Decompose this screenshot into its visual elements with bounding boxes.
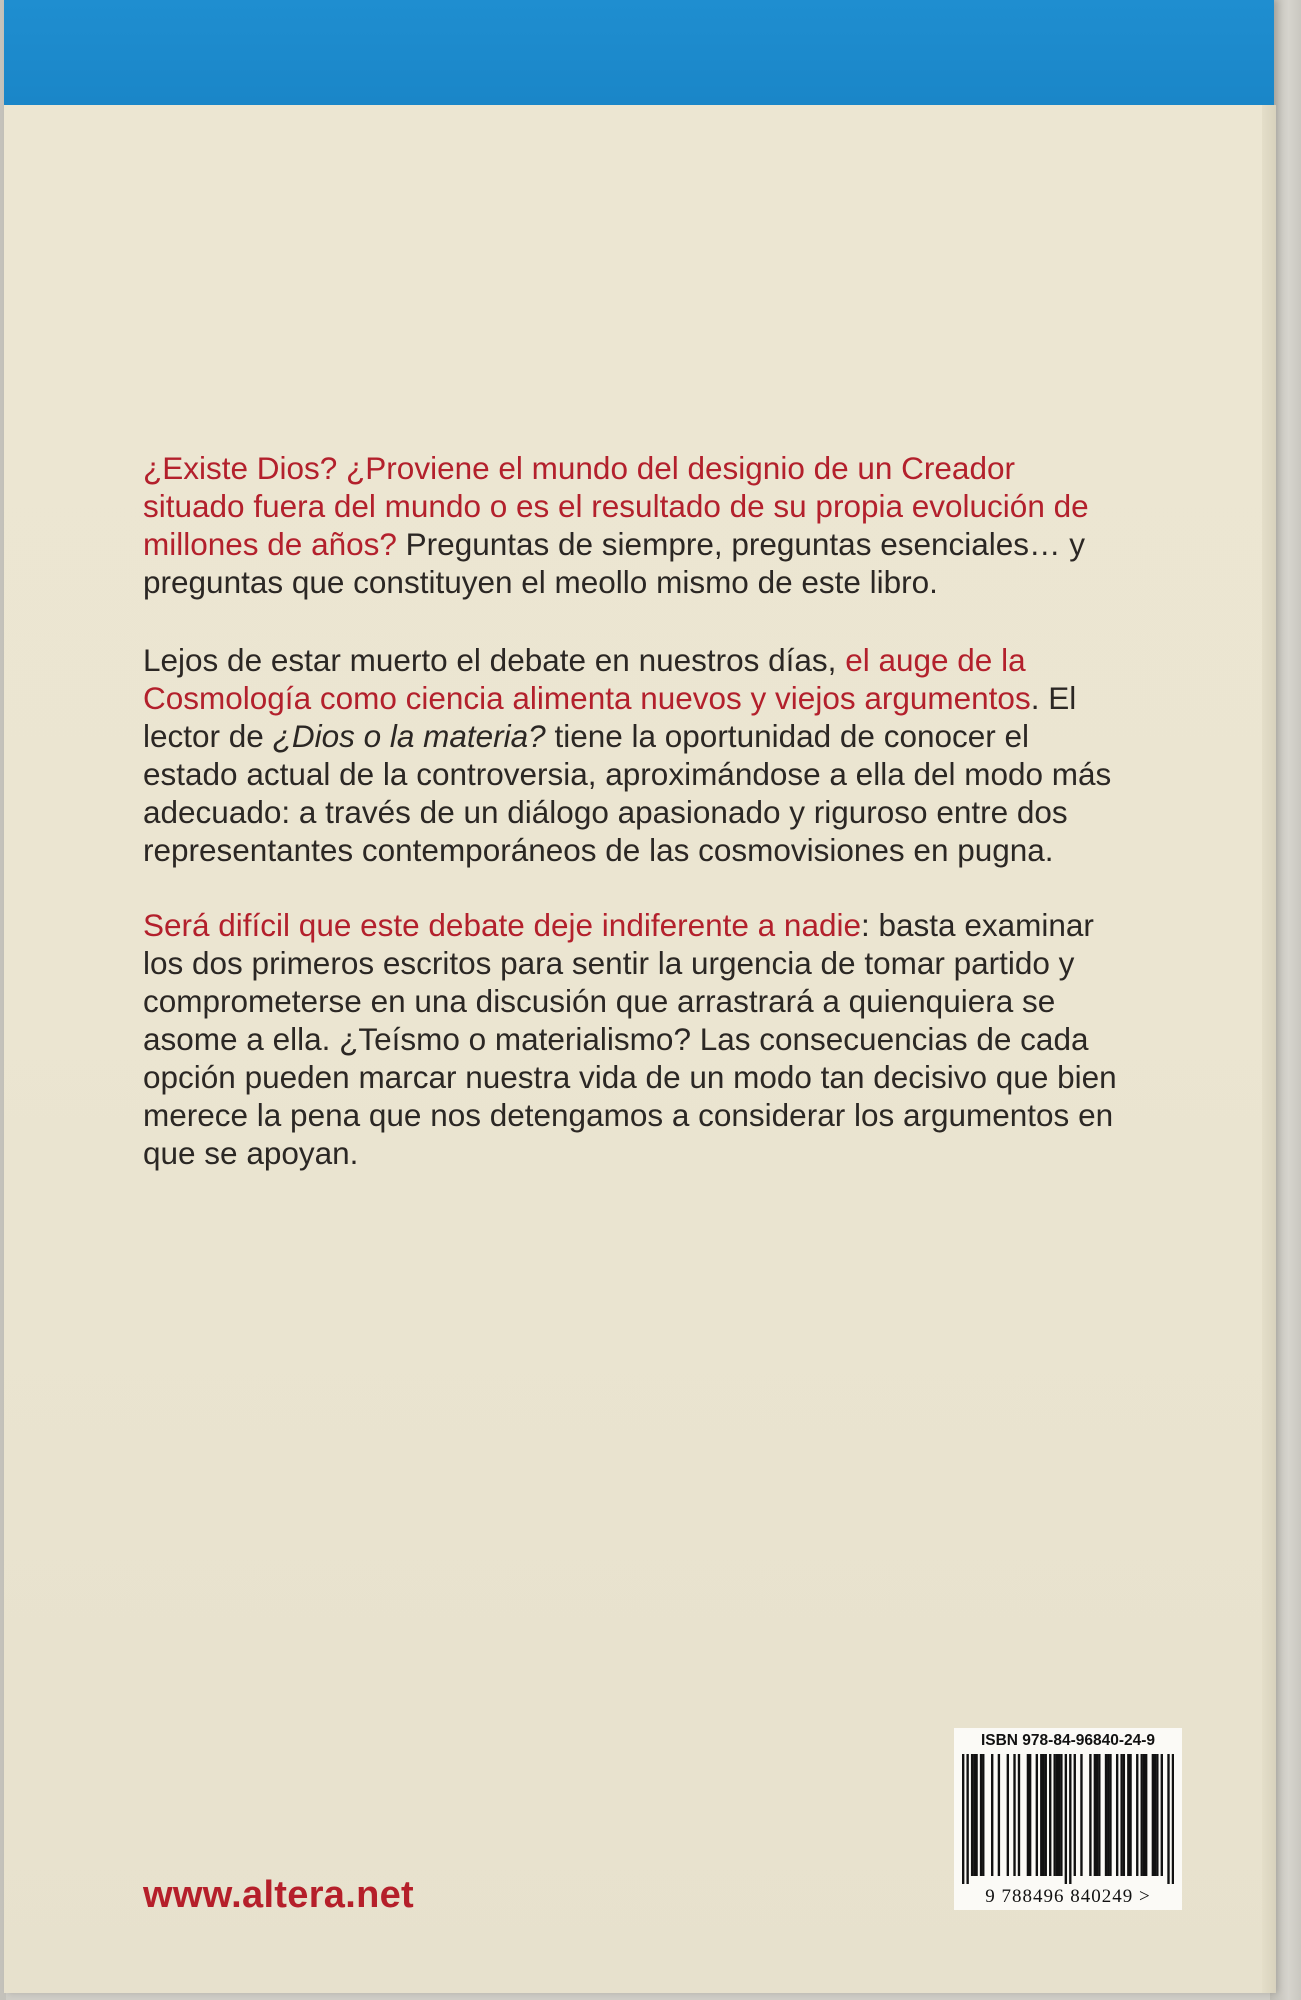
blurb-line	[143, 641, 1203, 679]
barcode-bar	[1167, 1754, 1169, 1884]
blurb-line	[143, 717, 1203, 755]
barcode-bar	[991, 1754, 993, 1876]
blurb-line	[143, 449, 1203, 487]
body-text: Preguntas de siempre, preguntas esenciales… y	[396, 526, 1086, 562]
back-cover-blurb	[143, 449, 1203, 1172]
book-back-cover	[4, 0, 1274, 1993]
blurb-line	[143, 487, 1203, 525]
barcode-bar	[982, 1754, 984, 1876]
barcode-bar	[1042, 1754, 1044, 1876]
barcode-bar	[1045, 1754, 1047, 1876]
barcode-bar	[973, 1754, 975, 1876]
barcode-bar	[1053, 1754, 1055, 1876]
barcode-bar	[1049, 1754, 1051, 1876]
barcode-bar	[1074, 1754, 1076, 1876]
barcode-bar	[980, 1754, 982, 1876]
body-text: asome a ella. ¿Teísmo o materialismo? Las consecuencias de cada	[143, 1021, 1089, 1057]
barcode-bar	[1141, 1754, 1143, 1876]
blurb-line	[143, 1058, 1203, 1096]
barcode-bar	[966, 1754, 968, 1884]
body-text: representantes contemporáneos de las cosmovisiones en pugna.	[143, 832, 1054, 868]
blue-top-band	[4, 0, 1274, 105]
barcode-bar	[1109, 1754, 1111, 1876]
barcode-bar	[1058, 1754, 1060, 1876]
blurb-line	[143, 563, 1203, 601]
barcode-bar	[1123, 1754, 1125, 1876]
blurb-line	[143, 906, 1203, 944]
barcode-bar	[1036, 1754, 1038, 1876]
body-text: opción pueden marcar nuestra vida de un modo tan decisivo que bien	[143, 1059, 1117, 1095]
highlight-text: Cosmología como ciencia alimenta nuevos y viejos argumentos	[143, 680, 1031, 716]
body-text: tiene la oportunidad de conocer el	[545, 718, 1030, 754]
blurb-line	[143, 1096, 1203, 1134]
blurb-line	[143, 755, 1203, 793]
barcode-bar	[1120, 1754, 1122, 1876]
body-text: Lejos de estar muerto el debate en nuestros días,	[143, 642, 846, 678]
highlight-text: ¿Existe Dios? ¿Proviene el mundo del designio de un Creador	[143, 450, 1015, 486]
highlight-text: el auge de la	[845, 642, 1026, 678]
barcode-bar	[971, 1754, 973, 1876]
body-text: que se apoyan.	[143, 1135, 359, 1171]
barcode-bar	[1152, 1754, 1154, 1876]
blurb-line	[143, 831, 1203, 869]
barcode-bar	[1029, 1754, 1031, 1876]
body-text: preguntas que constituyen el meollo mismo de este libro.	[143, 564, 938, 600]
barcode-bar	[1069, 1754, 1071, 1884]
blurb-line	[143, 944, 1203, 982]
blurb-line	[143, 982, 1203, 1020]
barcode-bar	[1027, 1754, 1029, 1876]
barcode-bar	[1056, 1754, 1058, 1876]
barcode-icon	[962, 1754, 1174, 1884]
isbn-number: ISBN 978-84-96840-24-9	[980, 1732, 1156, 1749]
highlight-text: Será difícil que este debate deje indiferente a nadie	[143, 907, 862, 943]
barcode-bar	[975, 1754, 977, 1876]
barcode-bar	[1089, 1754, 1091, 1876]
blurb-paragraph	[143, 449, 1203, 601]
barcode-bar	[1096, 1754, 1098, 1876]
body-text: comprometerse en una discusión que arrastrará a quienquiera se	[143, 983, 1056, 1019]
barcode-bar	[1013, 1754, 1015, 1876]
blurb-line	[143, 679, 1203, 717]
body-text: . El	[1030, 680, 1077, 716]
barcode-bar	[1040, 1754, 1042, 1876]
page-edge	[1262, 105, 1276, 1993]
barcode-bar	[1060, 1754, 1062, 1876]
blurb-line	[143, 1020, 1203, 1058]
body-text: estado actual de la controversia, aproximándose a ella del modo más	[143, 756, 1112, 792]
ean-digits: 9 788496 840249 >	[985, 1886, 1151, 1907]
barcode-bar	[1145, 1754, 1147, 1876]
barcode-bar	[962, 1754, 964, 1884]
barcode-bar	[1143, 1754, 1145, 1876]
barcode-bar	[1154, 1754, 1156, 1876]
barcode-bar	[1116, 1754, 1118, 1876]
blurb-line	[143, 793, 1203, 831]
barcode-bar	[1161, 1754, 1163, 1876]
body-text: adecuado: a través de un diálogo apasionado y riguroso entre dos	[143, 794, 1068, 830]
barcode-bar	[1136, 1754, 1138, 1876]
barcode-bar	[1018, 1754, 1020, 1876]
publisher-website: www.altera.net	[143, 1874, 414, 1916]
barcode-bar	[1156, 1754, 1158, 1876]
book-title-italic: ¿Dios o la materia?	[272, 718, 546, 754]
barcode-bar	[1105, 1754, 1107, 1876]
body-text: merece la pena que nos detengamos a considerar los argumentos en	[143, 1097, 1114, 1133]
body-text: los dos primeros escritos para sentir la urgencia de tomar partido y	[143, 945, 1075, 981]
highlight-text: millones de años?	[143, 526, 397, 562]
blurb-paragraph	[143, 906, 1203, 1172]
barcode-bar	[1094, 1754, 1096, 1876]
barcode-bar	[1098, 1754, 1100, 1876]
barcode-bar	[1127, 1754, 1129, 1876]
barcode-bar	[1080, 1754, 1082, 1876]
barcode-bar	[1007, 1754, 1009, 1876]
barcode-bar	[1065, 1754, 1067, 1884]
barcode-bar	[998, 1754, 1000, 1876]
blurb-paragraph	[143, 641, 1203, 869]
blurb-line	[143, 525, 1203, 563]
isbn-barcode-label	[954, 1728, 1182, 1910]
barcode-bar	[1172, 1754, 1174, 1884]
barcode-bar	[1107, 1754, 1109, 1876]
blurb-line	[143, 1134, 1203, 1172]
highlight-text: situado fuera del mundo o es el resultado de su propia evolución de	[143, 488, 1089, 524]
barcode-bar	[1129, 1754, 1131, 1876]
body-text: : basta examinar	[861, 907, 1094, 943]
body-text: lector de	[143, 718, 273, 754]
